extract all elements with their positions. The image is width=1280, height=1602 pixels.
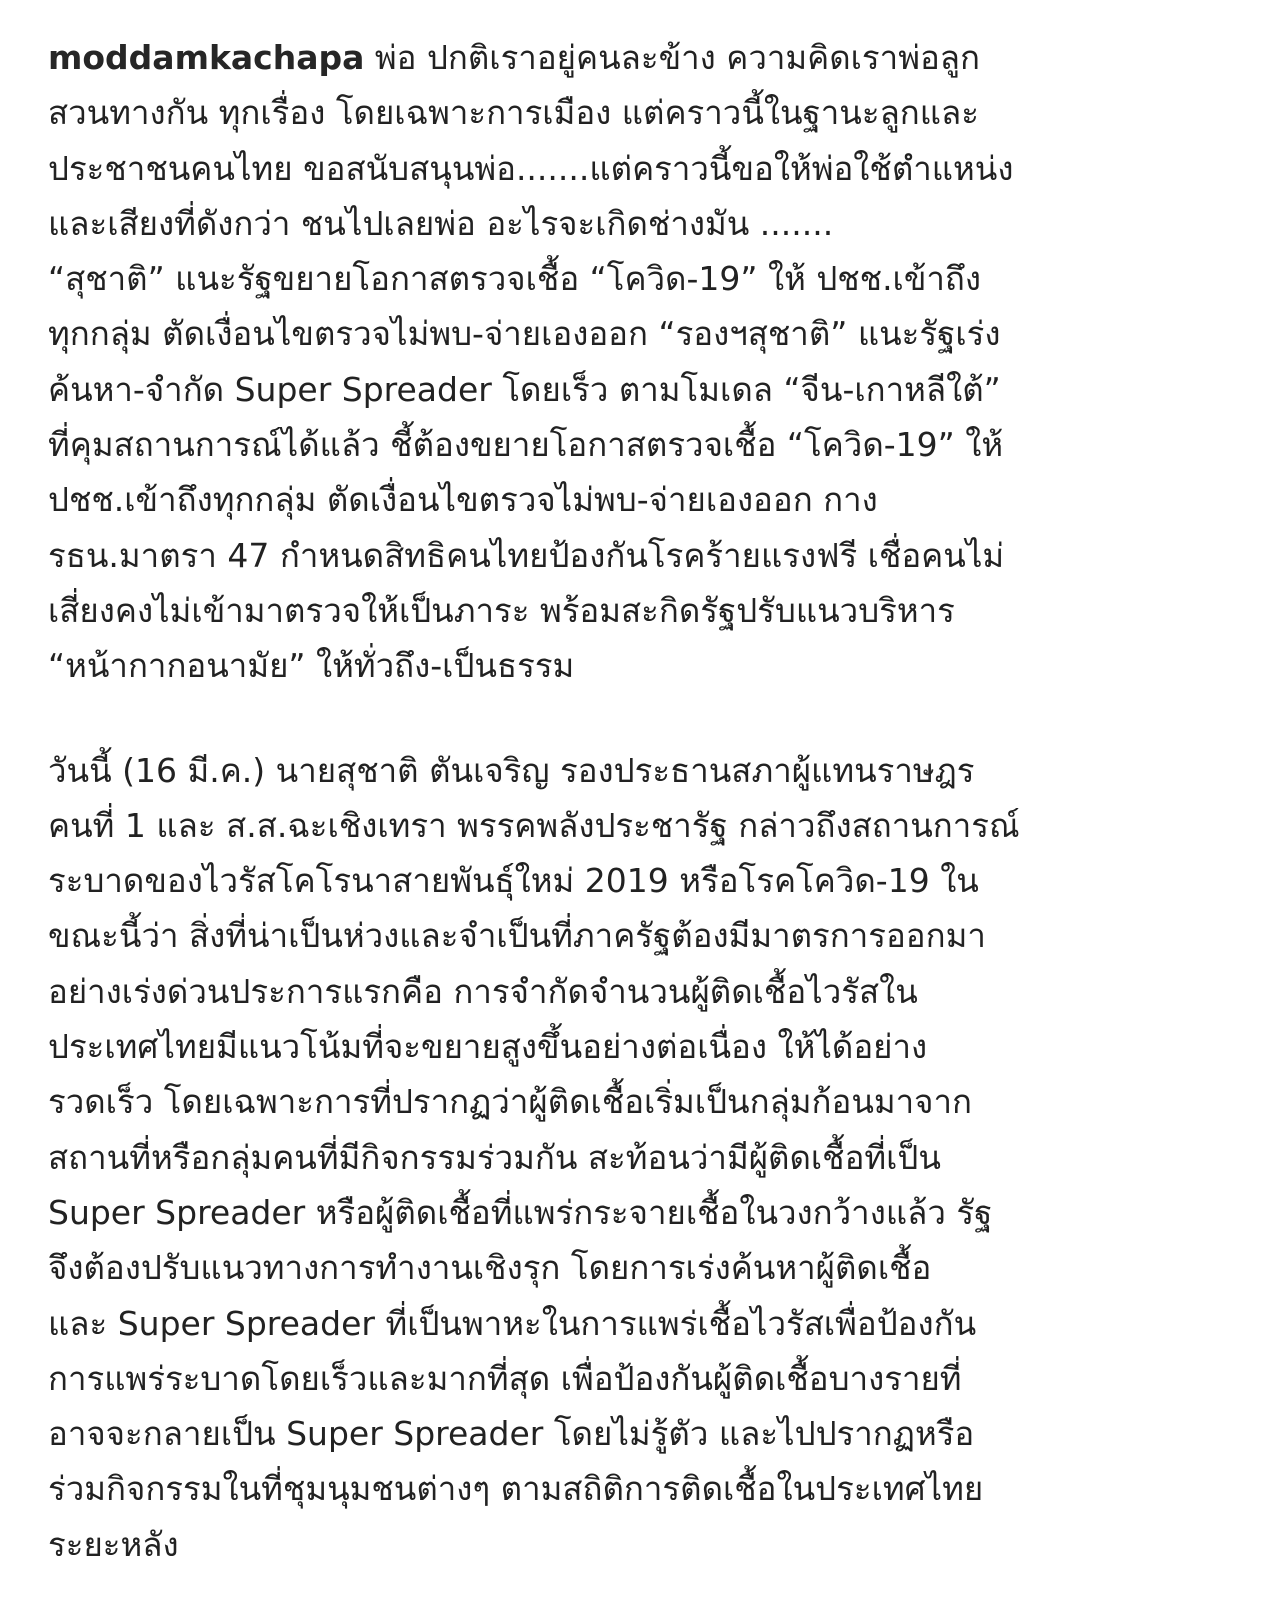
caption-line: Super Spreader หรือผู้ติดเชื้อที่แพร่กระจายเชื้อในวงกว้างแล้ว รัฐ [48,1192,993,1232]
caption-line: ระยะหลัง [48,1524,179,1564]
caption-line: ประชาชนคนไทย ขอสนับสนุนพ่อ.......แต่คราวนี้ขอให้พ่อใช้ตำแหน่ง [48,148,1014,188]
caption-line: ร่วมกิจกรรมในที่ชุมนุมชนต่างๆ ตามสถิติการติดเชื้อในประเทศไทย [48,1469,984,1509]
caption-line: และ Super Spreader ที่เป็นพาหะในการแพร่เชื้อไวรัสเพื่อป้องกัน [48,1303,977,1343]
caption-line: “สุชาติ” แนะรัฐขยายโอกาสตรวจเชื้อ “โควิด-19” ให้ ปชช.เข้าถึง [48,259,982,299]
caption-line: สถานที่หรือกลุ่มคนที่มีกิจกรรมร่วมกัน สะท้อนว่ามีผู้ติดเชื้อที่เป็น [48,1137,941,1177]
caption-line: การแพร่ระบาดโดยเร็วและมากที่สุด เพื่อป้องกันผู้ติดเชื้อบางรายที่ [48,1358,962,1398]
caption-line: ค้นหา-จำกัด Super Spreader โดยเร็ว ตามโมเดล “จีน-เกาหลีใต้” [48,369,1001,409]
caption-line: ประเทศไทยมีแนวโน้มที่จะขยายสูงขึ้นอย่างต่อเนื่อง ให้ได้อย่าง [48,1027,928,1067]
caption-line: วันนี้ (16 มี.ค.) นายสุชาติ ตันเจริญ รองประธานสภาผู้แทนราษฎร [48,750,975,790]
caption-line: ทุกกลุ่ม ตัดเงื่อนไขตรวจไม่พบ-จ่ายเองออก “รองฯสุชาติ” แนะรัฐเร่ง [48,314,1001,354]
caption-line: เสี่ยงคงไม่เข้ามาตรวจให้เป็นภาระ พร้อมสะกิดรัฐปรับแนวบริหาร [48,590,955,630]
caption-line: และเสียงที่ดังกว่า ชนไปเลยพ่อ อะไรจะเกิดช่างมัน ....... [48,203,834,243]
paragraph-gap [48,694,1238,743]
caption-line: คนที่ 1 และ ส.ส.ฉะเชิงเทรา พรรคพลังประชารัฐ กล่าวถึงสถานการณ์ [48,805,1020,845]
post-caption [48,30,1238,1572]
caption-line: อย่างเร่งด่วนประการแรกคือ การจำกัดจำนวนผู้ติดเชื้อไวรัสใน [48,971,918,1011]
caption-line: รวดเร็ว โดยเฉพาะการที่ปรากฏว่าผู้ติดเชื้อเริ่มเป็นกลุ่มก้อนมาจาก [48,1082,973,1122]
caption-line: จึงต้องปรับแนวทางการทำงานเชิงรุก โดยการเร่งค้นหาผู้ติดเชื้อ [48,1248,932,1288]
caption-text: พ่อ ปกติเราอยู่คนละข้าง ความคิดเราพ่อลูก [364,38,980,77]
caption-line: รธน.มาตรา 47 กำหนดสิทธิคนไทยป้องกันโรคร้ายแรงฟรี เชื่อคนไม่ [48,535,1005,575]
caption-line: ที่คุมสถานการณ์ได้แล้ว ชี้ต้องขยายโอกาสตรวจเชื้อ “โควิด-19” ให้ [48,425,1004,465]
caption-line: อาจจะกลายเป็น Super Spreader โดยไม่รู้ตัว และไปปรากฏหรือ [48,1414,975,1454]
username-link[interactable]: moddamkachapa [48,38,365,77]
caption-line: “หน้ากากอนามัย” ให้ทั่วถึง-เป็นธรรม [48,646,575,686]
caption-line: สวนทางกัน ทุกเรื่อง โดยเฉพาะการเมือง แต่คราวนี้ในฐานะลูกและ [48,93,979,133]
caption-line: ปชช.เข้าถึงทุกกลุ่ม ตัดเงื่อนไขตรวจไม่พบ-จ่ายเองออก กาง [48,480,878,520]
caption-line: ระบาดของไวรัสโคโรนาสายพันธุ์ใหม่ 2019 หรือโรคโควิด-19 ใน [48,861,979,901]
caption-line [48,30,1238,85]
caption-line: ขณะนี้ว่า สิ่งที่น่าเป็นห่วงและจำเป็นที่ภาครัฐต้องมีมาตรการออกมา [48,916,986,956]
